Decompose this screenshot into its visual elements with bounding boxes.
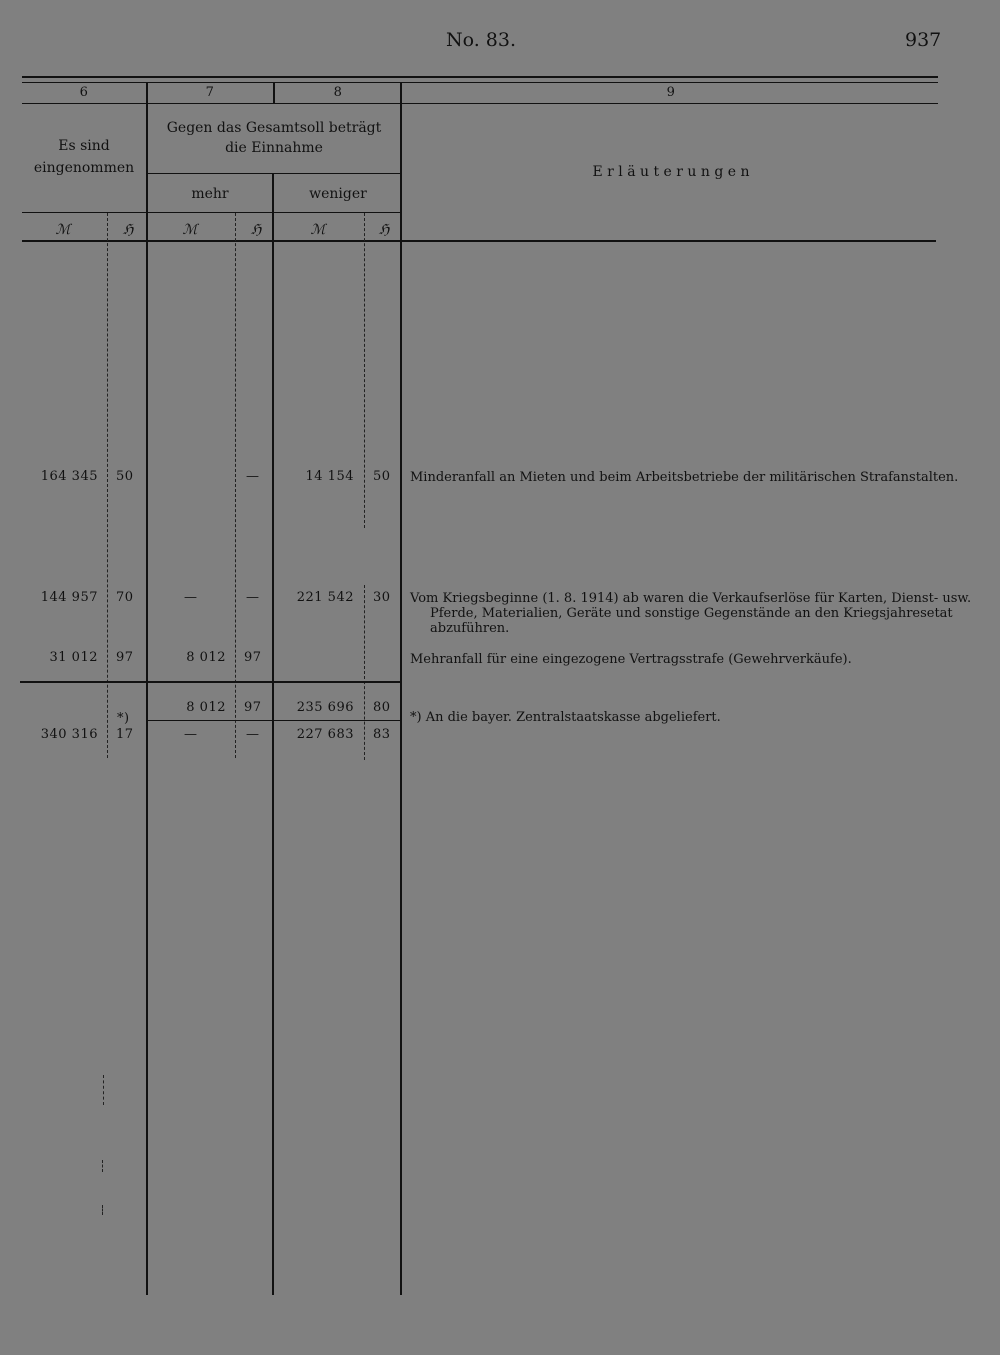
col8-mark-unit: ℳ (310, 222, 326, 238)
col6-pfennig-divider (107, 213, 108, 758)
totals-rule (20, 681, 402, 683)
subtotal-col7-marks: 8 012 (186, 700, 226, 715)
column-number-6: 6 (79, 85, 89, 100)
col7-mark-unit: ℳ (182, 222, 198, 238)
final-col8-pfennig: 83 (373, 727, 391, 742)
row1-col8-pfennig: 50 (373, 469, 391, 484)
top-rule (22, 76, 938, 78)
footnote-marker: *) (117, 711, 130, 726)
row2-note-line3: abzuführen. (430, 621, 510, 636)
col78-title-line1: Gegen das Gesamtsoll beträgt (166, 120, 382, 136)
footnote-text: *) An die bayer. Zentralstaatskasse abgeliefert. (410, 710, 721, 725)
row2-col7-pfennig: — (246, 590, 260, 605)
final-col7-pfennig: — (246, 727, 260, 742)
subtotal-col8-marks: 235 696 (296, 700, 354, 715)
col6-title-line1: Es sind (58, 138, 110, 154)
column-number-9: 9 (666, 85, 676, 100)
col6-title-line2: eingenommen (33, 160, 135, 176)
row2-note-line1: Vom Kriegsbeginne (1. 8. 1914) ab waren die Verkaufserlöse für Karten, Dienst- usw. (410, 591, 972, 606)
row1-col6-marks: 164 345 (40, 469, 98, 484)
document-number: No. 83. (446, 29, 517, 51)
column-number-8: 8 (333, 85, 343, 100)
row3-col6-pfennig: 97 (116, 650, 134, 665)
row1-note: Minderanfall an Mieten und beim Arbeitsbetriebe der militärischen Strafanstalten. (410, 470, 959, 485)
col78-subheader-rule (148, 173, 400, 174)
row2-col6-pfennig: 70 (116, 590, 134, 605)
row1-col6-pfennig: 50 (116, 469, 134, 484)
row2-col7-marks: — (184, 590, 198, 605)
row1-col7-pfennig: — (246, 469, 260, 484)
top-rule-thin (22, 82, 938, 83)
col8-pfennig-divider-lower (364, 585, 365, 760)
col9-title: E r l ä u t e r u n g e n (592, 164, 750, 180)
final-col6-marks: 340 316 (40, 727, 98, 742)
row2-col6-marks: 144 957 (40, 590, 98, 605)
row3-col7-marks: 8 012 (186, 650, 226, 665)
faint-mark-1 (103, 1075, 104, 1105)
col7-pfennig-divider (235, 213, 236, 758)
row2-col8-marks: 221 542 (296, 590, 354, 605)
column-divider-7-8-top (273, 83, 275, 103)
col7-subtitle: mehr (191, 186, 229, 202)
col8-pfennig-unit: ℌ (378, 222, 390, 238)
col7-pfennig-unit: ℌ (250, 222, 262, 238)
row3-note: Mehranfall für eine eingezogene Vertragsstrafe (Gewehrverkäufe). (410, 652, 852, 667)
row3-col7-pfennig: 97 (244, 650, 262, 665)
column-divider-6-7 (146, 83, 148, 1295)
col78-title-line2: die Einnahme (225, 140, 323, 156)
column-number-7: 7 (205, 85, 215, 100)
row3-col6-marks: 31 012 (49, 650, 98, 665)
col6-pfennig-unit: ℌ (122, 222, 134, 238)
faint-mark-3 (102, 1205, 103, 1215)
row2-col8-pfennig: 30 (373, 590, 391, 605)
row1-col8-marks: 14 154 (305, 469, 354, 484)
col8-pfennig-divider (364, 213, 365, 528)
column-number-rule (22, 103, 938, 104)
faint-mark-2 (102, 1160, 103, 1172)
subtotal-rule (148, 720, 400, 721)
subtotal-col7-pfennig: 97 (244, 700, 262, 715)
page-number: 937 (905, 29, 942, 51)
row2-note-line2: Pferde, Materialien, Geräte und sonstige Gegenstände an den Kriegsjahresetat (430, 606, 953, 621)
final-col8-marks: 227 683 (296, 727, 354, 742)
final-col6-pfennig: 17 (116, 727, 134, 742)
column-divider-8-9 (400, 83, 402, 1295)
subtotal-col8-pfennig: 80 (373, 700, 391, 715)
header-bottom-rule (22, 240, 936, 242)
col8-subtitle: weniger (309, 186, 367, 202)
unit-rule (22, 212, 402, 213)
final-col7-marks: — (184, 727, 198, 742)
col6-mark-unit: ℳ (55, 222, 71, 238)
